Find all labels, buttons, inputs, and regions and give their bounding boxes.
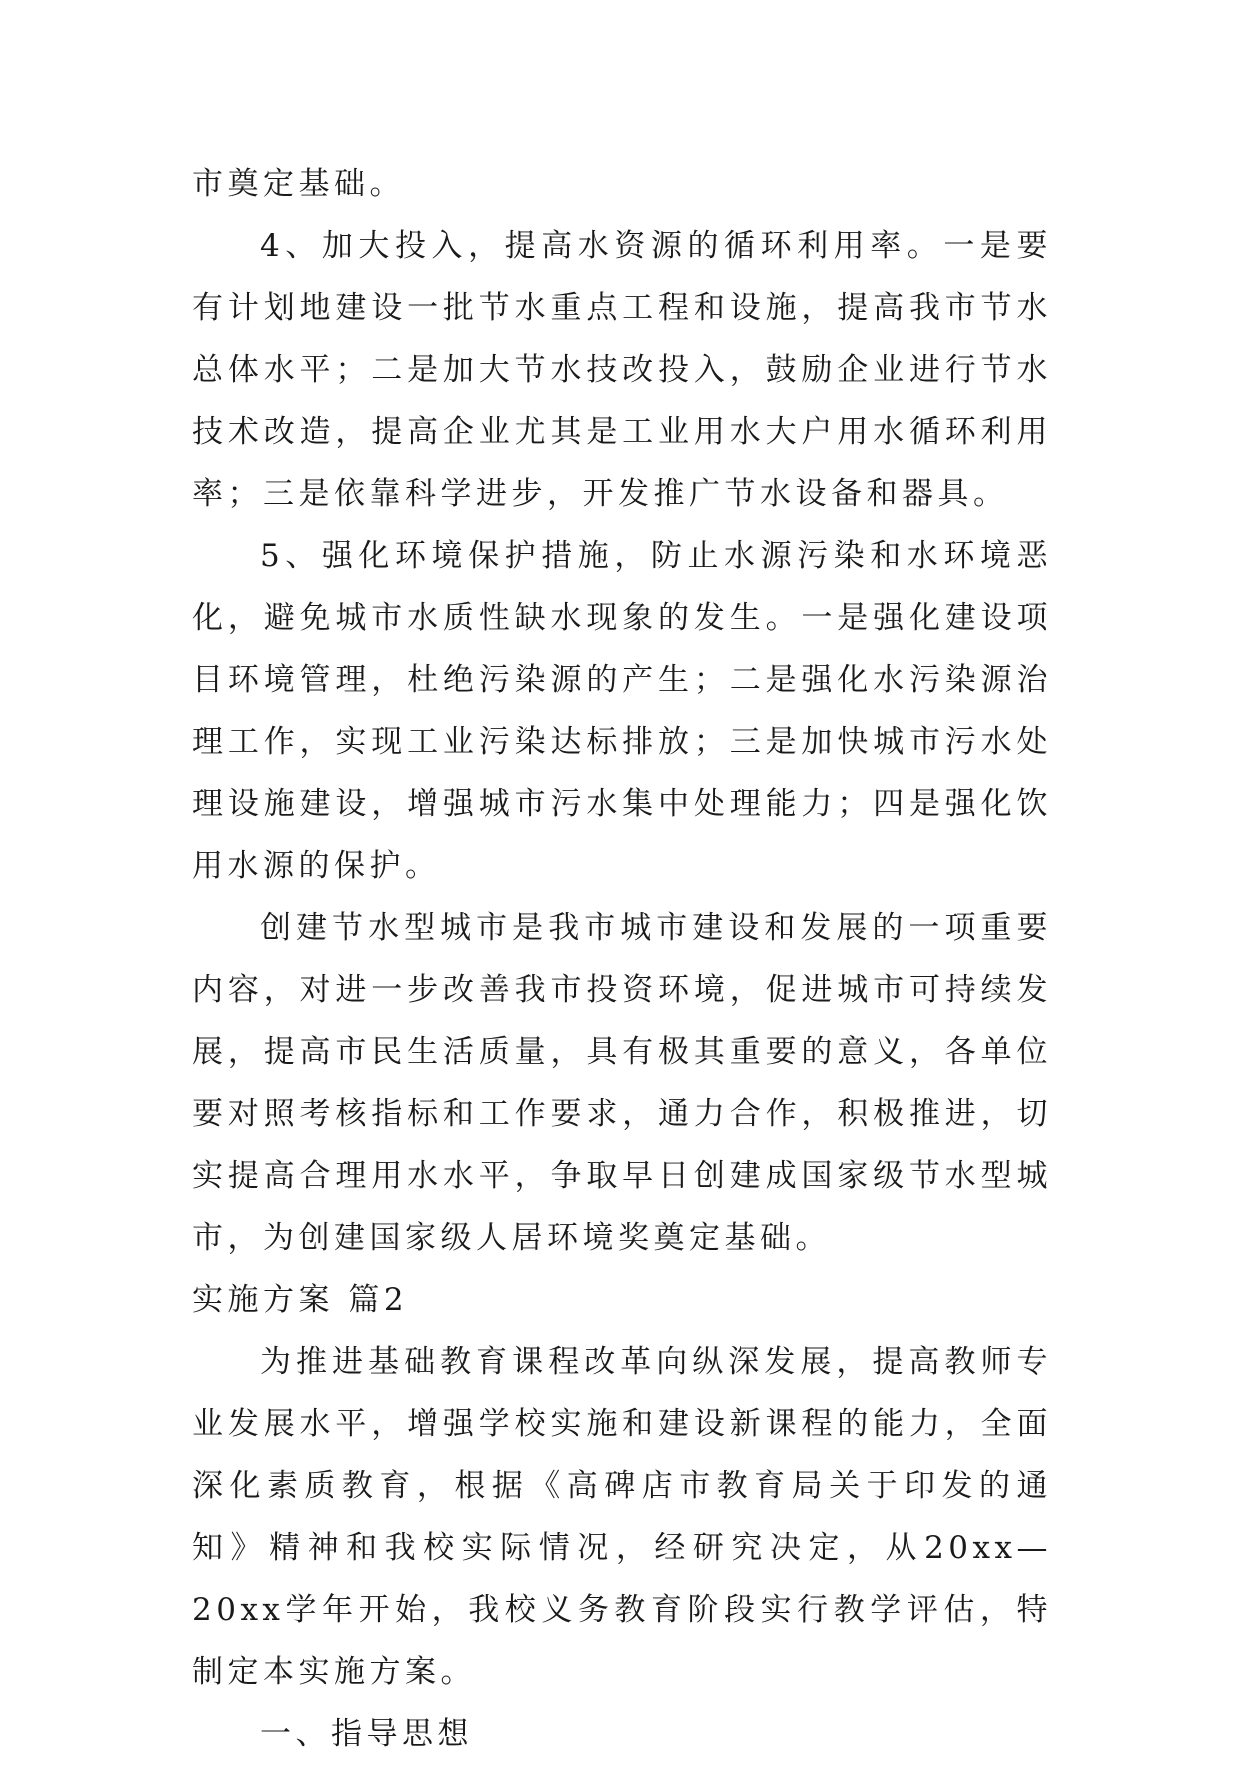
section-title: 实施方案 篇2 bbox=[192, 1282, 409, 1318]
paragraph-conclusion: 创建节水型城市是我市城市建设和发展的一项重要内容，对进一步改善我市投资环境，促进城市可持续发展，提高市民生活质量，具有极其重要的意义，各单位要对照考核指标和工作要求，通力合作，积极推进，切实提高合理用水水平，争取早日创建成国家级节水型城市，为创建国家级人居环境奖奠定基础。 bbox=[192, 910, 1052, 1256]
subheading-guiding-thought: 一、指导思想 bbox=[260, 1716, 473, 1752]
paragraph-intro: 为推进基础教育课程改革向纵深发展，提高教师专业发展水平，增强学校实施和建设新课程的能力，全面深化素质教育，根据《高碑店市教育局关于印发的通知》精神和我校实际情况，经研究决定，从20xx—20xx学年开始，我校义务教育阶段实行教学评估，特制定本实施方案。 bbox=[192, 1344, 1052, 1690]
paragraph-item-4: 4、加大投入，提高水资源的循环利用率。一是要有计划地建设一批节水重点工程和设施，提高我市节水总体水平；二是加大节水技改投入，鼓励企业进行节水技术改造，提高企业尤其是工业用水大户用水循环利用率；三是依靠科学进步，开发推广节水设备和器具。 bbox=[192, 228, 1052, 512]
paragraph-continuation: 市奠定基础。 bbox=[192, 166, 405, 202]
paragraph-item-5: 5、强化环境保护措施，防止水源污染和水环境恶化，避免城市水质性缺水现象的发生。一是强化建设项目环境管理，杜绝污染源的产生；二是强化水污染源治理工作，实现工业污染达标排放；三是加快城市污水处理设施建设，增强城市污水集中处理能力；四是强化饮用水源的保护。 bbox=[192, 538, 1052, 884]
document-body bbox=[192, 153, 1052, 1765]
